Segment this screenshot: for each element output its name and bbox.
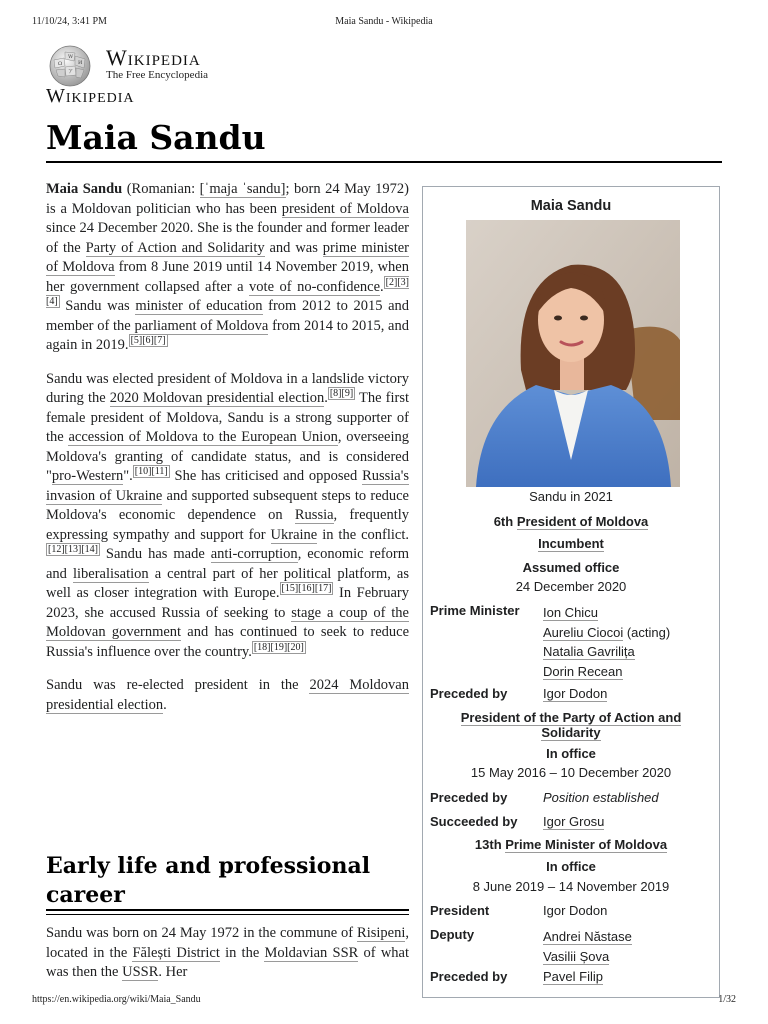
ipa-link[interactable]: [ˈmaja ˈsandu] [199, 181, 286, 197]
text: , frequently expressing sympathy and support for [46, 507, 409, 543]
link-russia[interactable]: Russia [294, 507, 334, 523]
print-datetime: 11/10/24, 3:41 PM [32, 16, 107, 27]
text: , located in the [46, 925, 409, 961]
section-divider [46, 909, 409, 911]
link-prime-minister[interactable]: Aureliu Ciocoi [543, 624, 624, 640]
text: a central part of her political platform, as well as closer integration with Europe. [46, 565, 410, 601]
lead-paragraph-1 [46, 180, 409, 356]
president-value: Igor Dodon [543, 903, 608, 918]
link-2024-election[interactable]: 2024 Moldovan presidential election [46, 677, 409, 713]
wikipedia-globe-icon [46, 44, 94, 88]
text: , economic reform and [46, 546, 409, 582]
text: from 2012 to 2015 and member of the [46, 298, 410, 334]
text: in the conflict. [317, 526, 410, 543]
text: . Her [158, 964, 188, 980]
wikipedia-wordmark: Wikipedia [106, 45, 201, 70]
reference-label: [12][13][14] [48, 544, 98, 556]
reference-link[interactable] [46, 543, 100, 556]
link-eu-accession[interactable]: accession of Moldova to the European Union [68, 429, 338, 445]
reference-link[interactable] [129, 334, 168, 347]
reference-label: [2][3][4] [46, 276, 409, 308]
infobox-title: Maia Sandu [530, 198, 612, 214]
acting-note: (acting) [623, 624, 671, 640]
link-russian-invasion[interactable]: Russia's invasion of Ukraine [46, 468, 409, 504]
link-pro-western[interactable]: pro-Western [51, 468, 124, 484]
reference-label: [18][19][20] [253, 641, 304, 653]
link-parliament-of-moldova[interactable]: parliament of Moldova [134, 317, 269, 334]
text: (Romanian: [122, 181, 200, 197]
text: . [380, 278, 384, 295]
text: Sandu was [59, 298, 136, 314]
text: In February 2023, she accused Russia of seeking to [46, 585, 409, 621]
text: since 24 December 2020. She is the founder and former leader of the [46, 220, 409, 256]
link-prime-minister[interactable]: Natalia Gavrilița [543, 644, 635, 659]
reference-label: [10][11] [134, 466, 168, 478]
link-successor[interactable]: Igor Grosu [543, 814, 605, 829]
prime-minister-list [543, 603, 670, 681]
office-status: In office [546, 859, 596, 874]
link-deputy[interactable]: Vasilii Șova [543, 948, 610, 964]
link-coup-plot[interactable]: stage a coup of the Moldovan government [46, 604, 409, 640]
preceded-by-label: Preceded by [430, 686, 508, 701]
text: , overseeing Moldova's granting of candidate status, and is considered " [46, 429, 410, 484]
incumbent-link[interactable]: Incumbent [538, 536, 604, 551]
print-header [32, 16, 736, 30]
link-prime-minister-of-moldova[interactable]: prime minister of Moldova [46, 239, 409, 275]
reference-link[interactable] [328, 387, 355, 400]
link-prime-minister[interactable]: Ion Chicu [543, 605, 598, 620]
link-minister-of-education[interactable]: minister of education [135, 298, 263, 314]
link-vote-of-no-confidence[interactable]: vote of no-confidence [249, 278, 381, 295]
subject-name: Maia Sandu [46, 181, 123, 197]
reference-label: [5][6][7] [130, 335, 166, 347]
link-prime-minister[interactable]: Dorin Recean [543, 663, 623, 679]
deputy-list [543, 927, 632, 966]
section-heading: Early life and professional career [46, 853, 371, 908]
link-liberalisation[interactable]: liberalisation [72, 565, 149, 582]
text: Sandu was elected president of Moldova in a landslide victory during the [46, 370, 409, 406]
office-ordinal: 13th [474, 837, 506, 852]
preceded-by-label: Preceded by [430, 790, 508, 805]
print-footer [32, 994, 736, 1008]
text: Sandu was re-elected president in the [46, 677, 310, 693]
portrait-photo[interactable] [466, 220, 680, 487]
text: in the [219, 944, 265, 961]
deputy-label: Deputy [430, 927, 475, 942]
section-paragraph-1 [46, 924, 409, 983]
office-term: 15 May 2016 – 10 December 2020 [470, 765, 672, 780]
link-anti-corruption[interactable]: anti-corruption [210, 546, 298, 562]
text: of what was then the [46, 944, 410, 980]
text: Sandu was born on 24 May 1972 in the commune of [46, 925, 358, 941]
text: . [163, 696, 167, 713]
text: and supported subsequent steps to reduce Moldova's economic dependence on [46, 487, 409, 523]
print-page-number: 1/32 [718, 994, 736, 1005]
link-falesti-district[interactable]: Fălești District [132, 944, 220, 961]
lead-paragraph-2 [46, 370, 409, 663]
office-heading [423, 514, 719, 529]
reference-link[interactable] [133, 465, 170, 478]
office-status: In office [546, 746, 596, 761]
link-ussr[interactable]: USSR [122, 964, 159, 980]
preceded-by-label: Preceded by [430, 969, 508, 984]
office-heading [423, 837, 719, 852]
photo-caption: Sandu in 2021 [529, 489, 613, 504]
text: ". [123, 468, 133, 484]
link-ukraine[interactable]: Ukraine [270, 526, 318, 543]
text: ; born 24 May 1972) is a Moldovan politician who has been [46, 181, 409, 217]
prime-minister-label: Prime Minister [430, 603, 520, 618]
link-deputy[interactable]: Andrei Năstase [543, 929, 632, 944]
reference-link[interactable] [252, 641, 306, 654]
title-divider [46, 161, 722, 163]
succeeded-by-label: Succeeded by [430, 814, 518, 829]
svg-text:W: W [68, 54, 74, 60]
page-title: Maia Sandu [46, 118, 266, 157]
svg-text:И: И [78, 60, 83, 66]
link-party-of-action-and-solidarity[interactable]: Party of Action and Solidarity [85, 239, 265, 256]
link-predecessor[interactable]: Igor Dodon [543, 686, 608, 701]
lead-paragraph-3 [46, 676, 409, 715]
reference-link[interactable] [280, 582, 334, 595]
print-url: https://en.wikipedia.org/wiki/Maia_Sandu [32, 994, 201, 1005]
link-president-of-moldova[interactable]: president of Moldova [281, 200, 409, 217]
link-office-president-of-moldova[interactable]: President of Moldova [516, 514, 649, 529]
wikipedia-wordmark-secondary: Wikipedia [46, 85, 135, 107]
link-office-pas-president[interactable]: President of the Party of Action and Solidarity [460, 710, 682, 740]
link-moldavian-ssr[interactable]: Moldavian SSR [264, 944, 359, 961]
text: and has continued to seek to reduce Russia's influence over the country. [46, 624, 409, 660]
link-risipeni[interactable]: Risipeni [357, 925, 406, 941]
print-tab-title: Maia Sandu - Wikipedia [335, 16, 433, 27]
text: and was [264, 239, 323, 256]
assumed-office-label: Assumed office [522, 560, 620, 575]
svg-text:Ω: Ω [58, 61, 63, 67]
wikipedia-tagline: The Free Encyclopedia [106, 69, 209, 81]
reference-label: [15][16][17] [281, 583, 332, 595]
predecessor-value: Position established [543, 790, 659, 805]
section-divider-thin [46, 914, 409, 915]
text: She has criticised and opposed [169, 468, 363, 484]
infobox [422, 186, 720, 998]
assumed-office-date: 24 December 2020 [515, 579, 627, 594]
office-term: 8 June 2019 – 14 November 2019 [472, 879, 670, 894]
link-predecessor[interactable]: Pavel Filip [543, 969, 603, 984]
link-office-prime-minister[interactable]: Prime Minister of Moldova [505, 837, 668, 852]
president-label: President [430, 903, 490, 918]
text: from 2014 to 2015, and again in 2019. [46, 317, 409, 353]
svg-text:ア: ア [68, 69, 74, 75]
article-lead [46, 180, 409, 729]
text: . [324, 390, 328, 406]
text: Sandu has made [99, 546, 211, 562]
text: from 8 June 2019 until 14 November 2019, when her government collapsed after a [46, 259, 409, 295]
link-2020-election[interactable]: 2020 Moldovan presidential election [109, 390, 325, 406]
text: The first female president of Moldova, Sandu is a strong supporter of the [46, 390, 409, 445]
reference-label: [8][9] [329, 388, 354, 400]
office-ordinal: 6th [493, 514, 517, 529]
